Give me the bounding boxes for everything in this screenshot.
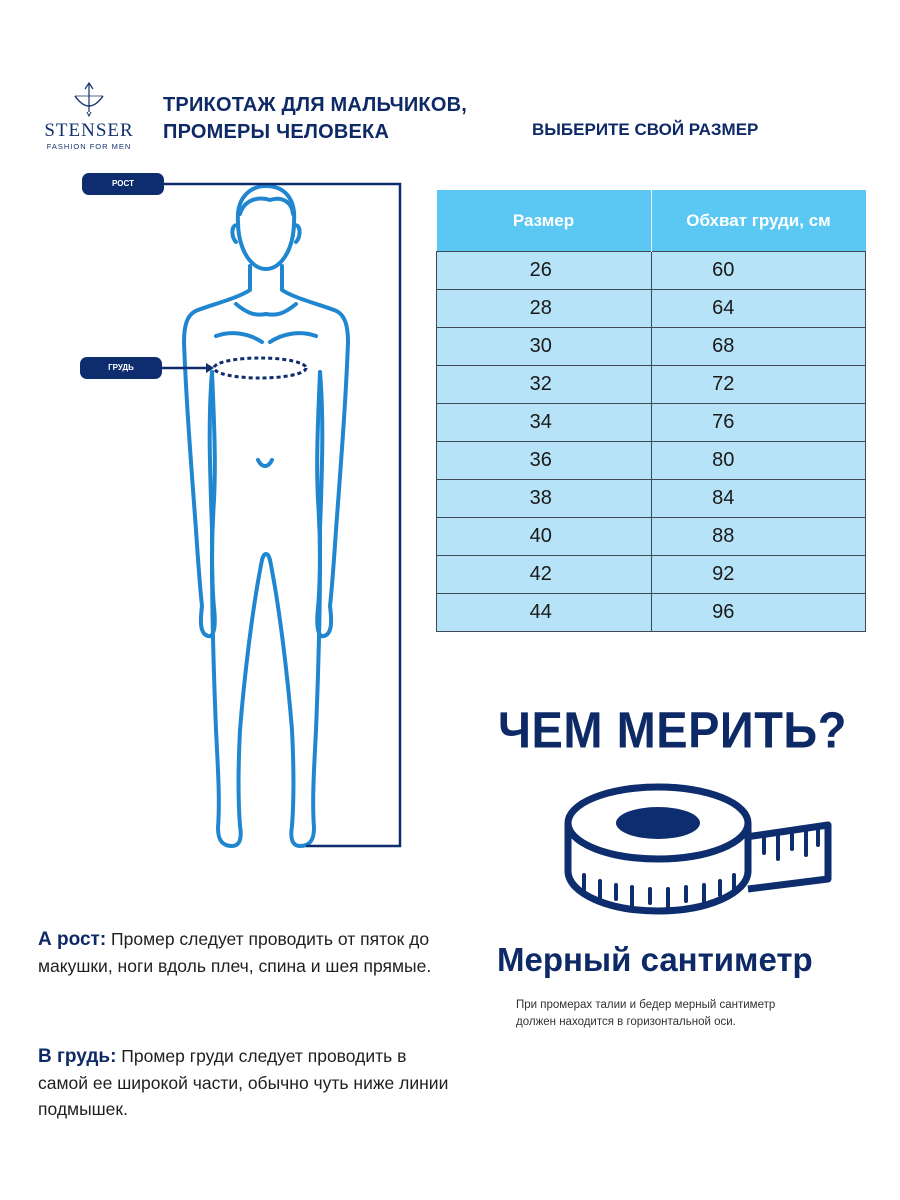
chest-instruction-label: В грудь: [38,1046,117,1067]
column-header-size: Размер [437,190,652,252]
chest-cell: 80 [651,442,866,480]
table-row [437,252,866,290]
size-select-heading: ВЫБЕРИТЕ СВОЙ РАЗМЕР [532,120,759,139]
table-row [437,556,866,594]
table-row [437,404,866,442]
chest-cell: 64 [651,290,866,328]
size-cell: 42 [437,556,652,594]
brand-tagline: FASHION FOR MEN [46,142,132,151]
height-label: РОСТ [82,173,164,195]
size-cell: 44 [437,594,652,632]
chest-label: ГРУДЬ [80,357,162,379]
measure-question-heading: ЧЕМ МЕРИТЬ? [498,701,847,759]
table-row [437,480,866,518]
measuring-tape-icon [560,775,840,925]
table-row [437,442,866,480]
height-instruction-label: А рост: [38,929,107,950]
size-cell: 38 [437,480,652,518]
human-body-outline-icon [0,0,420,860]
brand-name: STENSER [44,120,134,141]
chest-instruction-text: Промер груди следует проводить в самой ее широкой части, обычно чуть ниже линии подмышек. [38,1046,449,1119]
chest-cell: 88 [651,518,866,556]
page-title-line1: ТРИКОТАЖ ДЛЯ МАЛЬЧИКОВ, [163,94,467,116]
size-cell: 32 [437,366,652,404]
size-cell: 40 [437,518,652,556]
column-header-chest: Обхват груди, см [651,190,866,252]
measuring-note [516,997,846,1031]
height-instruction-text: Промер следует проводить от пяток до макушки, ноги вдоль плеч, спина и шея прямые. [38,929,432,976]
size-cell: 28 [437,290,652,328]
table-row [437,518,866,556]
size-cell: 30 [437,328,652,366]
page-title-line2: ПРОМЕРЫ ЧЕЛОВЕКА [163,121,390,143]
height-instruction [38,926,458,979]
chest-cell: 96 [651,594,866,632]
chest-cell: 76 [651,404,866,442]
chest-cell: 72 [651,366,866,404]
size-cell: 36 [437,442,652,480]
table-row [437,290,866,328]
chest-cell: 84 [651,480,866,518]
table-row [437,328,866,366]
chest-cell: 92 [651,556,866,594]
measuring-note-line2: должен находится в горизонтальной оси. [516,1016,736,1028]
chest-instruction [38,1043,458,1122]
size-table [436,190,866,632]
chest-cell: 68 [651,328,866,366]
table-row [437,594,866,632]
size-cell: 26 [437,252,652,290]
measuring-tool-name: Мерный сантиметр [497,941,813,978]
table-header-row [437,190,866,252]
size-cell: 34 [437,404,652,442]
chest-cell: 60 [651,252,866,290]
measuring-note-line1: При промерах талии и бедер мерный сантиметр [516,999,776,1011]
table-row [437,366,866,404]
